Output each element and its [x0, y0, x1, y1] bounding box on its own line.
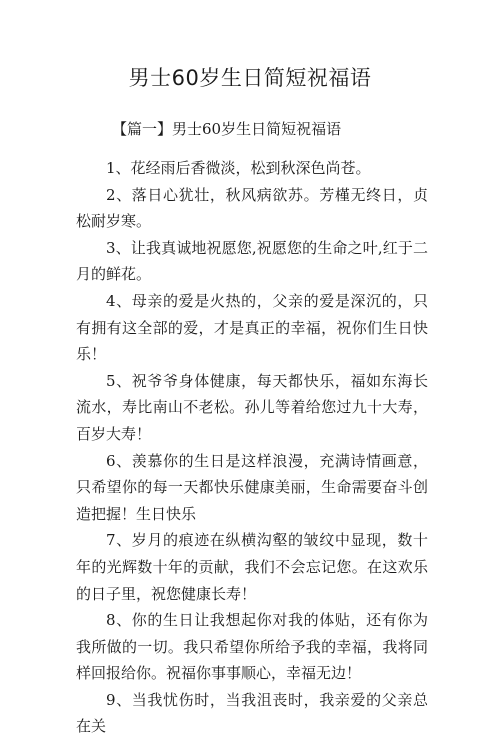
- paragraph: 8、你的生日让我想起你对我的体贴，还有你为我所做的一切。我只希望你所给予我的幸福，我将同样回报给你。祝福你事事顺心，幸福无边！: [76, 611, 428, 683]
- document-body: [76, 155, 428, 740]
- paragraph: 4、母亲的爱是火热的，父亲的爱是深沉的，只有拥有这全部的爱，才是真正的幸福，祝你们生日快乐！: [76, 291, 428, 364]
- paragraph: 1、花经雨后香微淡，松到秋深色尚苍。: [106, 159, 371, 177]
- section-heading: 【篇一】男士60岁生日简短祝福语: [112, 120, 342, 138]
- paragraph: 9、当我忧伤时，当我沮丧时，我亲爱的父亲总在关: [76, 690, 428, 736]
- paragraph: 5、祝爷爷身体健康，每天都快乐，福如东海长流水，寿比南山不老松。孙儿等着给您过九十大寿，百岁大寿！: [76, 371, 428, 443]
- paragraph: 7、岁月的痕迹在纵横沟壑的皱纹中显现，数十年的光辉数十年的贡献，我们不会忘记您。在这欢乐的日子里，祝您健康长寿！: [76, 531, 428, 603]
- paragraph: 3、让我真诚地祝愿您,祝愿您的生命之叶,红于二月的鲜花。: [76, 238, 428, 284]
- paragraph: 6、羡慕你的生日是这样浪漫，充满诗情画意，只希望你的每一天都快乐健康美丽，生命需要奋斗创造把握！生日快乐: [76, 451, 428, 523]
- page-title: 男士60岁生日简短祝福语: [128, 66, 372, 90]
- paragraph: 2、落日心犹壮，秋风病欲苏。芳槿无终日，贞松耐岁寒。: [76, 185, 428, 231]
